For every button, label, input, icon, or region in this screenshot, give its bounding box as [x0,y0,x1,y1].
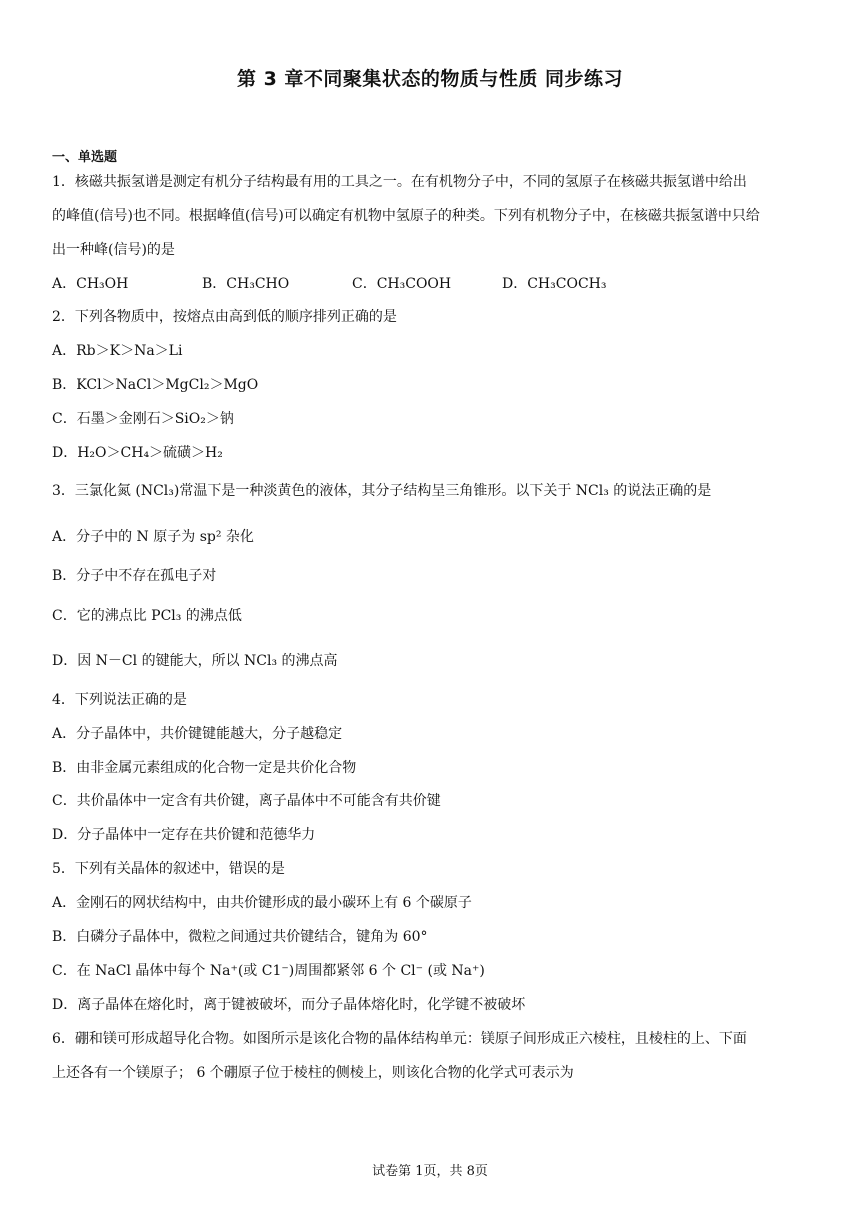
q1-option-d: D．CH₃COCH₃ [502,276,607,292]
q3-option-b: B．分子中不存在孤电子对 [52,568,217,584]
q5-option-d: D．离子晶体在熔化时，离于键被破坏，而分子晶体熔化时，化学键不被破坏 [52,997,526,1013]
q2-stem: 2．下列各物质中，按熔点由高到低的顺序排列正确的是 [52,309,397,325]
q3-option-c: C．它的沸点比 PCl₃ 的沸点低 [52,608,242,624]
q1-stem-line-1: 1．核磁共振氢谱是测定有机分子结构最有用的工具之一。在有机物分子中，不同的氢原子在核磁共振氢谱中给出 [52,174,747,190]
q6-stem-line-2: 上还各有一个镁原子； 6 个硼原子位于棱柱的侧棱上，则该化合物的化学式可表示为 [52,1065,574,1081]
q2-option-a: A．Rb＞K＞Na＞Li [52,343,183,359]
q5-stem: 5．下列有关晶体的叙述中，错误的是 [52,861,285,877]
q4-option-b: B．由非金属元素组成的化合物一定是共价化合物 [52,760,357,776]
q4-stem: 4．下列说法正确的是 [52,692,187,708]
q3-option-d: D．因 N－Cl 的键能大，所以 NCl₃ 的沸点高 [52,653,338,669]
q2-option-c: C．石墨＞金刚石＞SiO₂＞钠 [52,411,234,427]
section-heading: 一、单选题 [52,150,118,165]
q3-stem: 3．三氯化氮 (NCl₃)常温下是一种淡黄色的液体，其分子结构呈三角锥形。以下关于 NCl₃ 的说法正确的是 [52,483,712,499]
q4-option-c: C．共价晶体中一定含有共价键，离子晶体中不可能含有共价键 [52,793,441,809]
q1-option-c: C．CH₃COOH [352,276,452,292]
q1-stem-line-3: 出一种峰(信号)的是 [52,242,175,258]
q1-option-a: A．CH₃OH [52,276,129,292]
q6-stem-line-1: 6．硼和镁可形成超导化合物。如图所示是该化合物的晶体结构单元：镁原子间形成正六棱柱，且棱柱的上、下面 [52,1031,747,1047]
q5-option-a: A．金刚石的网状结构中，由共价键形成的最小碳环上有 6 个碳原子 [52,895,472,911]
q5-option-c: C．在 NaCl 晶体中每个 Na⁺(或 C1⁻)周围都紧邻 6 个 Cl⁻ (或 Na⁺) [52,963,485,979]
page-footer: 试卷第 1页，共 8页 [372,1164,488,1179]
q4-option-d: D．分子晶体中一定存在共价键和范德华力 [52,827,316,843]
q4-option-a: A．分子晶体中，共价键键能越大，分子越稳定 [52,726,343,742]
q1-option-b: B．CH₃CHO [202,276,290,292]
q2-option-d: D．H₂O＞CH₄＞硫磺＞H₂ [52,445,223,461]
q5-option-b: B．白磷分子晶体中，微粒之间通过共价键结合，键角为 60° [52,929,428,945]
q1-stem-line-2: 的峰值(信号)也不同。根据峰值(信号)可以确定有机物中氢原子的种类。下列有机物分子中，在核磁共振氢谱中只给 [52,208,760,224]
q2-option-b: B．KCl＞NaCl＞MgCl₂＞MgO [52,377,259,393]
q3-option-a: A．分子中的 N 原子为 sp² 杂化 [52,529,254,545]
page-title: 第 3 章不同聚集状态的物质与性质 同步练习 [236,68,624,90]
